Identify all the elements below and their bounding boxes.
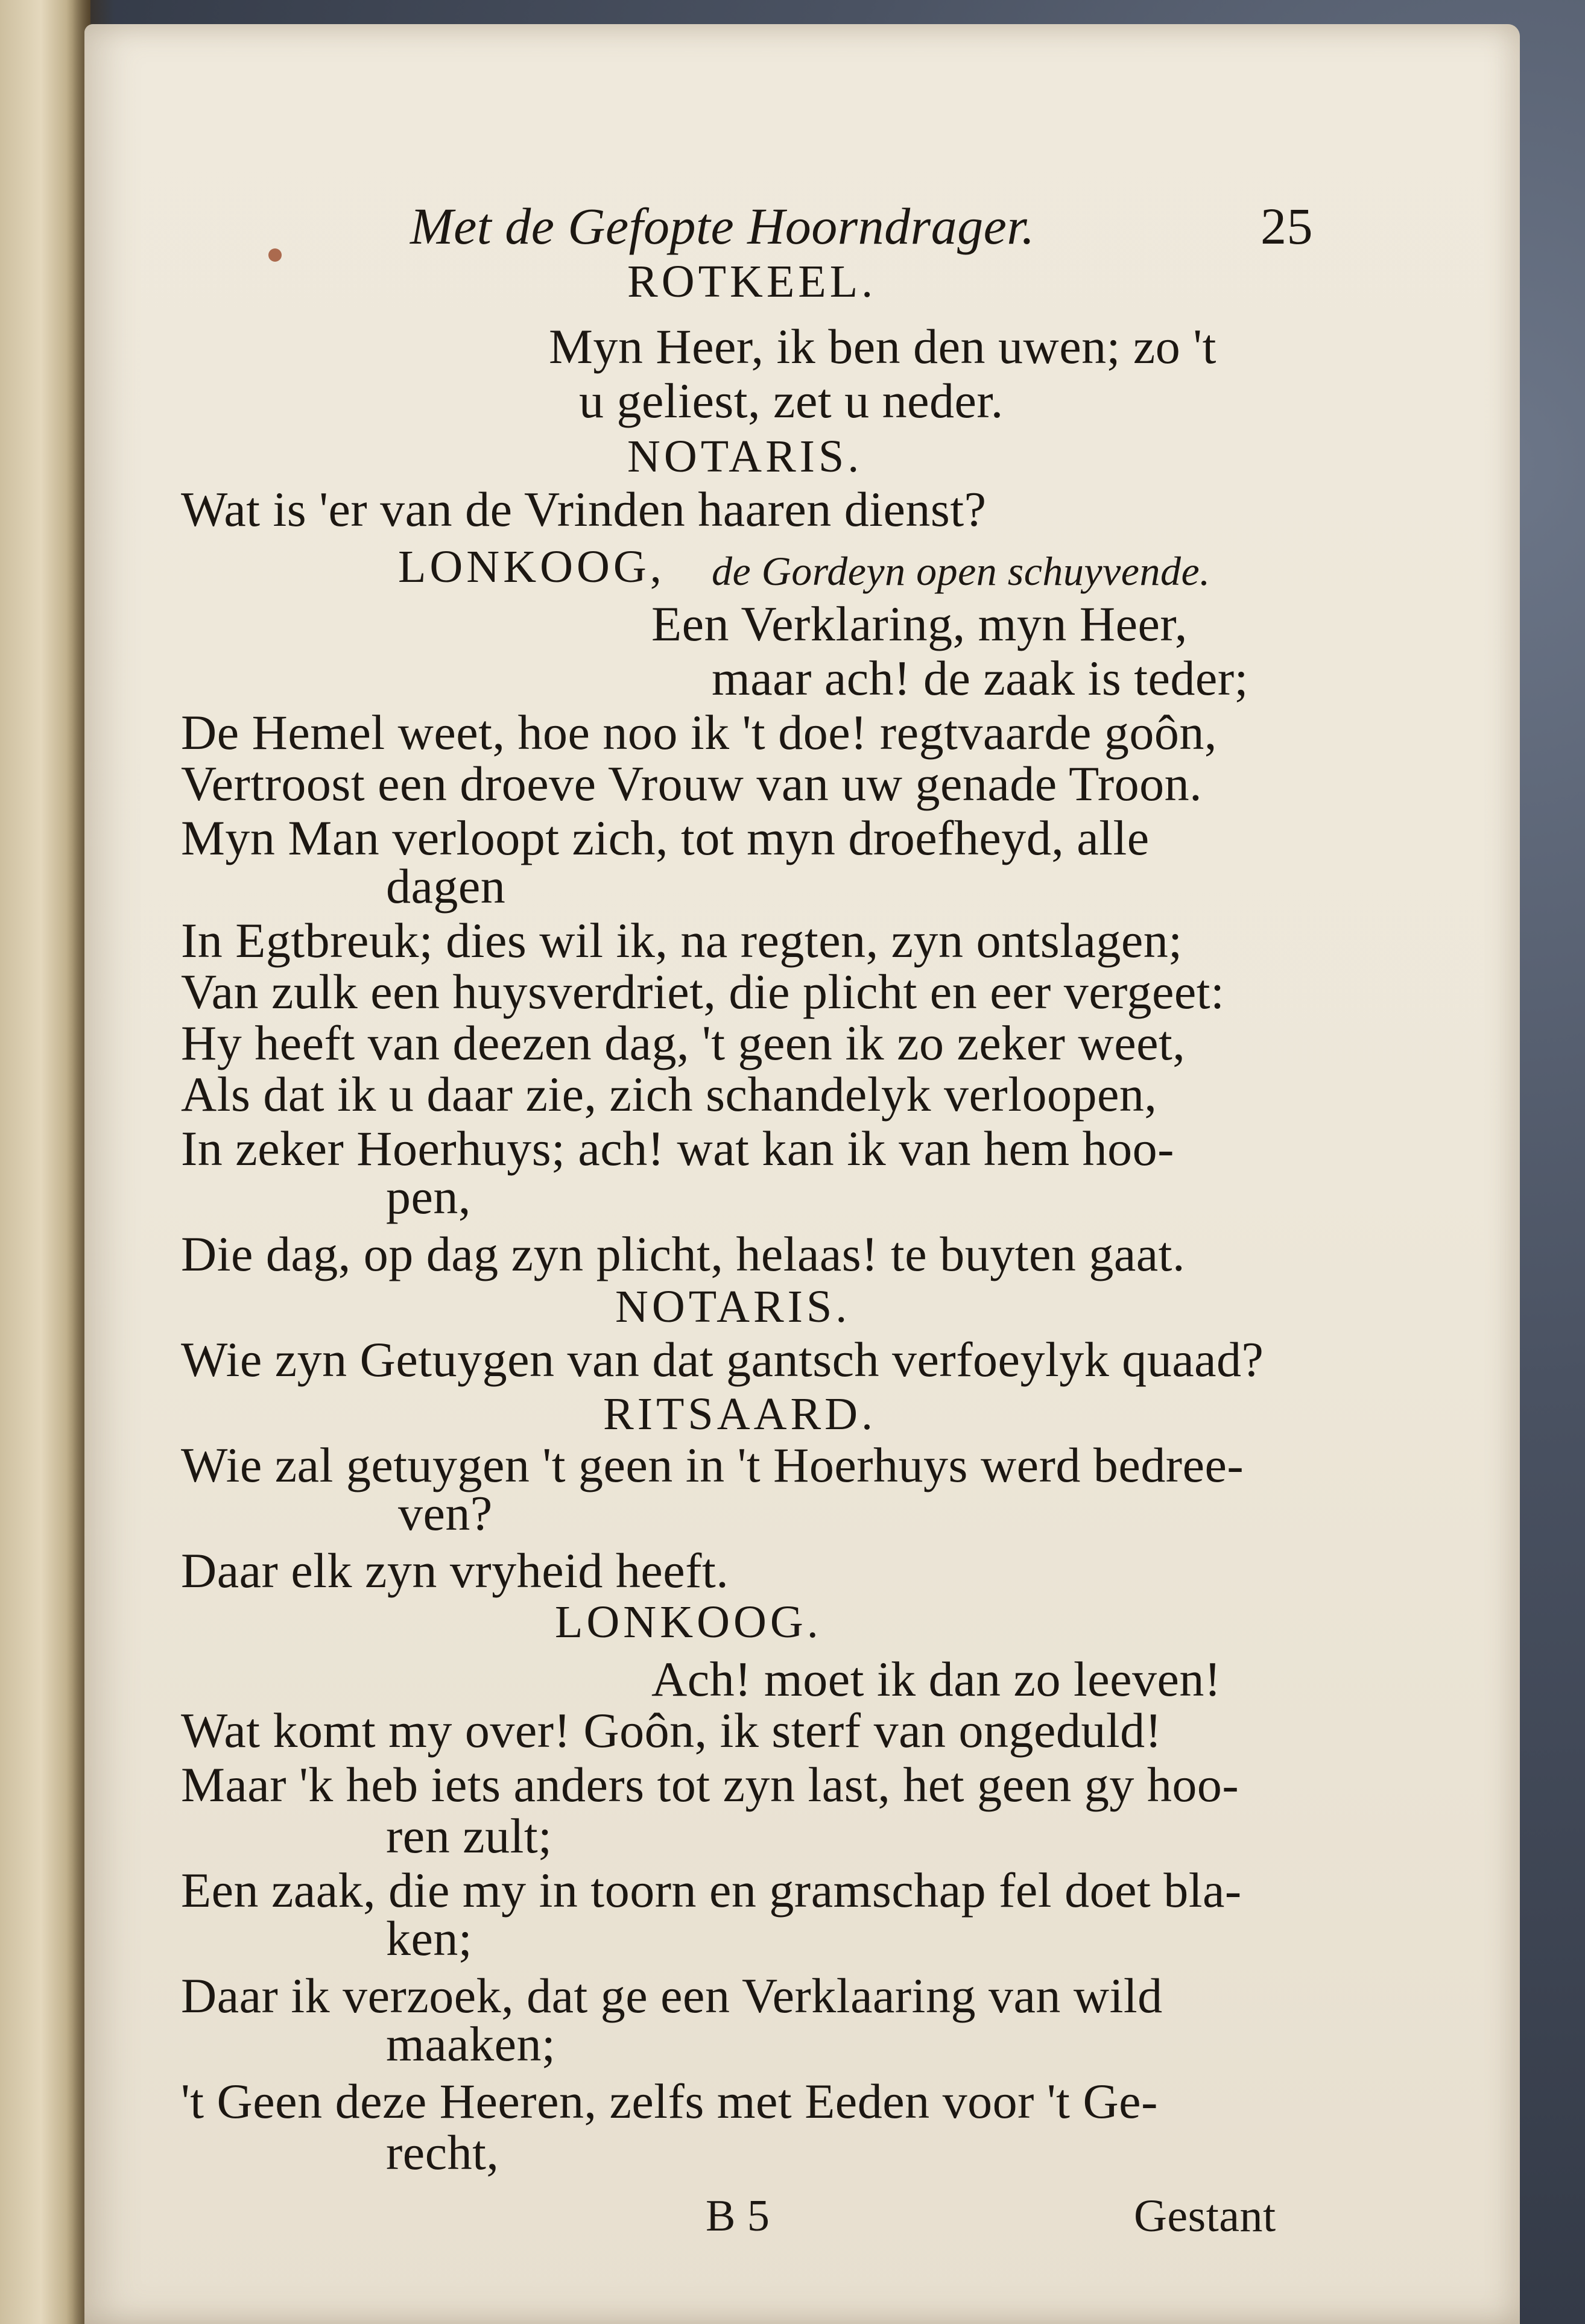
verse-line: Als dat ik u daar zie, zich schandelyk verloopen, [181,1067,1157,1122]
verse-line: Wat komt my over! Goôn, ik sterf van ongeduld! [181,1703,1162,1758]
verse-line: In zeker Hoerhuys; ach! wat kan ik van hem hoo- [181,1121,1174,1176]
verse-line: ren zult; [386,1808,552,1863]
verse-line: Een Verklaring, myn Heer, [651,596,1188,651]
verse-line: Hy heeft van deezen dag, 't geen ik zo zeker weet, [181,1015,1186,1070]
verse-line: ven? [398,1486,493,1541]
verse-line: Wie zal getuygen 't geen in 't Hoerhuys werd bedree- [181,1438,1244,1492]
catchword: Gestant [1134,2191,1276,2241]
verse-line: In Egtbreuk; dies wil ik, na regten, zyn ontslagen; [181,913,1183,968]
verse-line: Maar 'k heb iets anders tot zyn last, het geen gy hoo- [181,1757,1239,1812]
verse-line: 't Geen deze Heeren, zelfs met Eeden voor 't Ge- [181,2074,1158,2129]
ink-stain [268,248,282,262]
speaker-name: ROTKEEL. [627,256,877,307]
speaker-name: NOTARIS. [627,431,863,482]
verse-line: dagen [386,859,506,914]
stage-direction: de Gordeyn open schuyvende. [712,548,1210,594]
verse-line: recht, [386,2125,499,2180]
signature-mark: B 5 [706,2191,770,2241]
verse-line: Myn Heer, ik ben den uwen; zo 't [549,319,1216,374]
verse-line: Vertroost een droeve Vrouw van uw genade Troon. [181,756,1203,811]
verse-line: Myn Man verloopt zich, tot myn droefheyd, alle [181,810,1150,865]
verse-line: Die dag, op dag zyn plicht, helaas! te buyten gaat. [181,1227,1185,1281]
running-title: Met de Gefopte Hoorndrager. [410,197,1035,255]
verse-line: Een zaak, die my in toorn en gramschap fel doet bla- [181,1863,1242,1918]
verse-line: Ach! moet ik dan zo leeven! [651,1652,1221,1707]
verse-line: Daar elk zyn vryheid heeft. [181,1543,729,1598]
verse-line: Daar ik verzoek, dat ge een Verklaaring van wild [181,1968,1163,2023]
verse-line: maaken; [386,2016,556,2071]
verse-line: ken; [386,1911,473,1966]
speaker-name: NOTARIS. [615,1281,851,1332]
speaker-name: LONKOOG, [398,542,665,592]
speaker-name: RITSAARD. [603,1389,877,1439]
verse-line: De Hemel weet, hoe noo ik 't doe! regtvaarde goôn, [181,705,1217,760]
verse-line: Wie zyn Getuygen van dat gantsch verfoeylyk quaad? [181,1332,1264,1387]
verse-line: pen, [386,1169,471,1224]
verse-line: u geliest, zet u neder. [579,373,1004,428]
verse-line: maar ach! de zaak is teder; [712,651,1248,706]
verse-line: Van zulk een huysverdriet, die plicht en eer vergeet: [181,964,1225,1019]
verse-line: Wat is 'er van de Vrinden haaren dienst? [181,482,987,537]
speaker-name: LONKOOG. [555,1597,822,1647]
page-number: 25 [1261,197,1313,255]
